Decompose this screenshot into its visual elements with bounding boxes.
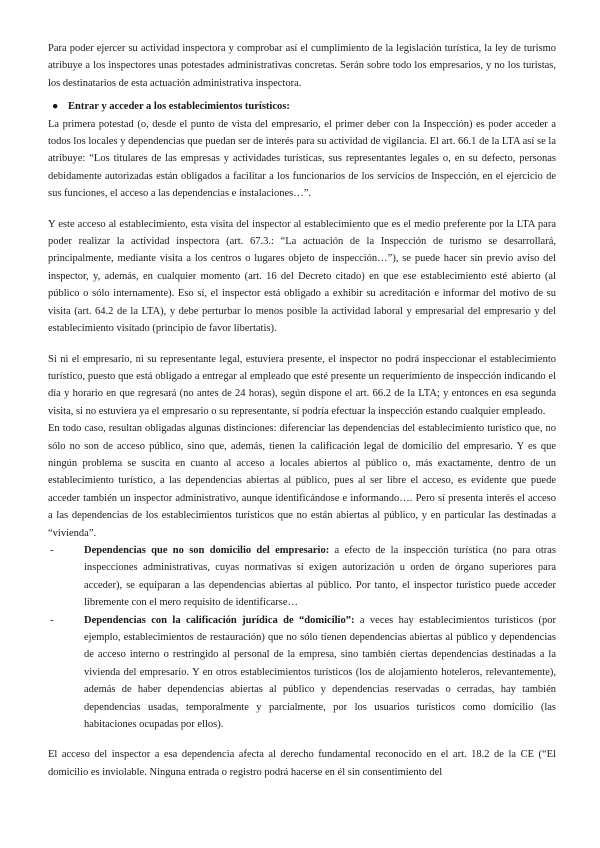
intro-paragraph: Para poder ejercer su actividad inspectora y comprobar así el cumplimiento de la legislación turística, la ley de turismo atribuye a los inspectores unas potestades administrativas concretas. Serán sobre todo los empresarios, y no los turistas, los destinatarios de esta actuación administrativa inspectora.	[48, 43, 556, 89]
first-power-paragraph: La primera potestad (o, desde el punto de vista del empresario, el primer deber con la Inspección) es poder acceder a todos los locales y dependencias que puedan ser de interés para su actividad de vigilancia. El art. 66.1 de la LTA así se la atribuye: “Los titulares de las empresas y actividades turísticas, sus representantes legales o, en su defecto, personas debidamente autorizadas están obligados a facilitar a los funcionarios de los servicios de Inspección, en el ejercicio de sus funciones, el acceso a las dependencias e instalaciones…”.	[48, 118, 556, 200]
dash-icon: -	[50, 614, 54, 626]
list-item	[48, 612, 556, 734]
domicile-paragraph: El acceso del inspector a esa dependencia afecta al derecho fundamental reconocido en el art. 18.2 de la CE (“El domicilio es inviolable. Ninguna entrada o registro podrá hacerse en él sin consentimiento del	[48, 749, 556, 778]
list-item-text: a efecto de la inspección turística (no para otras inspecciones administrativas, cuyas normativas sí exigen autorización u orden de órgano superiores para acceder), se equiparan a las dependencias abiertas al público. Por tanto, el inspector turístico puede acceder libremente con el mero requisito de identificarse…	[84, 544, 556, 609]
list-item-body	[84, 612, 556, 734]
section-heading	[48, 98, 556, 115]
absent-owner-paragraph: Si ni el empresario, ni su representante legal, estuviera presente, el inspector no podrá inspeccionar el establecimiento turístico, puesto que está obligado a entregar al empleado que esté presente un requerimiento de inspección indicando el día y horario en que regresará (no antes de 24 horas), según dispone el art. 66.2 de la LTA; y entonces en esa segunda visita, si no estuviera ya el empresario o su representante, sí podría efectuar la inspección estando cualquier empleado.	[48, 353, 556, 417]
list-item-title: Dependencias con la calificación jurídica de “domicilio”:	[84, 614, 355, 626]
list-item-title: Dependencias que no son domicilio del empresario:	[84, 544, 330, 556]
bullet-icon: ●	[52, 101, 59, 113]
list-item-body	[84, 542, 556, 612]
section-heading-text: Entrar y acceder a los establecimientos turísticos:	[68, 101, 290, 113]
list-item	[48, 542, 556, 612]
document-page	[48, 40, 556, 781]
list-item-text: a veces hay establecimientos turísticos (por ejemplo, establecimientos de restauración) que no sólo tienen dependencias abiertas al público y dependencias de acceso interno o restringido al personal de la empresa, sino también ciertas dependencias destinadas a la vivienda del empresario. Y en otros establecimientos turísticos (los de alojamiento hoteleros, relevantemente), además de haber dependencias abiertas al público y dependencias reservadas o cerradas, hay también dependencias usadas, temporalmente y parcialmente, por los usuarios turísticos como domicilio (las habitaciones ocupadas por ellos).	[84, 614, 556, 731]
access-visit-paragraph: Y este acceso al establecimiento, esta visita del inspector al establecimiento que es el medio preferente por la LTA para poder realizar la actividad inspectora (art. 67.3.: “La actuación de la Inspección de turismo se desarrollará, principalmente, mediante visita a los centros o lugares objeto de inspección…”), se puede hacer sin previo aviso del inspector, y, además, en cualquier momento (art. 16 del Decreto citado) en que ese establecimiento esté abierto (al público o sólo internamente). Eso sí, el inspector está obligado a exhibir su acreditación e informar del motivo de su visita (art. 64.2 de la LTA), y debe perturbar lo menos posible la actividad laboral y empresarial del empresario y del establecimiento visitado (principio de favor libertatis).	[48, 218, 556, 335]
dash-icon: -	[50, 544, 54, 556]
distinctions-paragraph: En todo caso, resultan obligadas algunas distinciones: diferenciar las dependencias del establecimiento turístico que, no sólo no son de acceso público, sino que, además, tienen la calificación legal de domicilio del empresario. Y es que ningún problema se suscita en cuanto al acceso a locales abiertos al público o, más exactamente, dentro de un establecimiento turístico, a las dependencias abiertas al público, pues al ser libre el acceso, es evidente que puede acceder también un inspector administrativo, aunque identificándose e informando…. Pero sí presenta interés el acceso a las dependencias de los establecimientos turísticos que no están abiertas al público, y en particular las destinadas a “vivienda”.	[48, 423, 556, 539]
